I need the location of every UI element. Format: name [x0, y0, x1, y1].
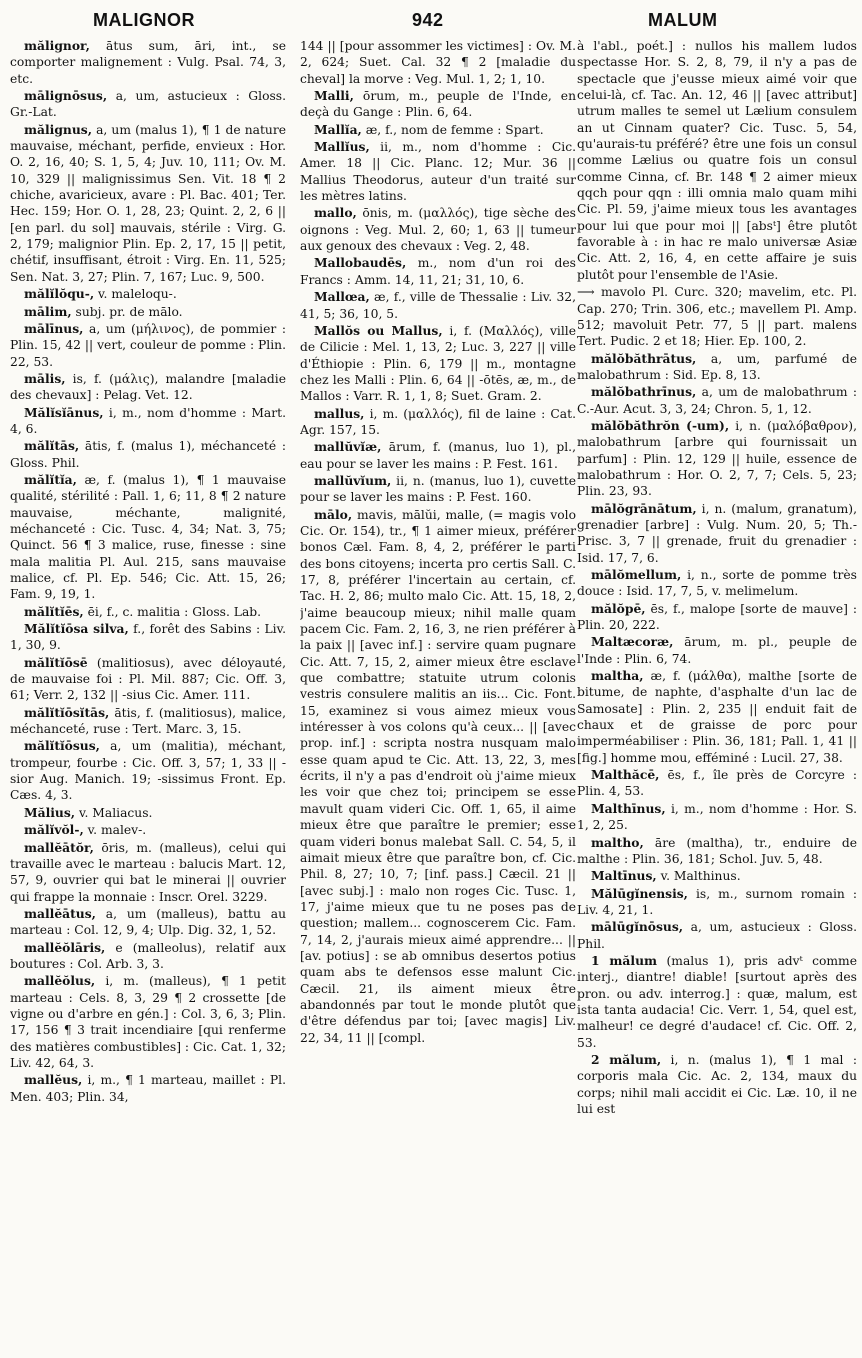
entry-headword: 1 mălum [591, 952, 658, 968]
column-right [577, 38, 857, 1354]
entry-headword: mălĭtĭōsĭtās, [24, 704, 110, 720]
running-header [0, 6, 862, 36]
entry-headword: mălŏpē, [591, 600, 646, 616]
entry-body: subj. pr. de mālo. [71, 304, 183, 319]
entry-headword: Maltīnus, [591, 868, 657, 884]
entry-body: a, um (malitia), méchant, trompeur, fourbe : Cic. Off. 3, 57; 1, 33 || -sior Aug. Manich. 19; -sissimus Front. Ep. Cæs. 4, 3. [10, 739, 286, 803]
dictionary-entry [10, 38, 286, 87]
dictionary-entry [10, 1072, 286, 1105]
dictionary-entry [300, 139, 576, 204]
header-right-guide-word: MALUM [648, 10, 718, 30]
entry-body: ātis, f. (malitiosus), malice, méchanceté, ruse : Tert. Marc. 3, 15. [10, 705, 286, 737]
dictionary-entry [300, 255, 576, 288]
entry-headword: Malli, [314, 88, 354, 104]
entry-headword: mălĭtās, [24, 438, 80, 454]
entry-body: ārum, f. (manus, luo 1), pl., eau pour se laver les mains : P. Fest. 161. [300, 440, 576, 471]
entry-body: æ, f. (μάλθα), malthe [sorte de bitume, de naphte, d'asphalte d'un lac de Samosate] : Plin. 2, 235 || enduit fait de chaux et de graisse de porc pour imperméabiliser : Plin. 36, 181; Pall. 1, 41 || [fig.] homme mou, efféminé : Lucil. 27, 38. [577, 669, 857, 765]
entry-body: a, um (malus 1), ¶ 1 de nature mauvaise, méchant, perfide, envieux : Hor. O. 2, 16, 40; S. 1, 5, 4; Juv. 10, 111; Ov. M. 10, 329 || malignissimus Sen. Vit. 18 ¶ 2 chiche, avaricieux, avare : Pl. Bac. 401; Ter. Hec. 159; Hor. O. 1, 28, 23; Quint. 2, 2, 6 || [en parl. du sol] mauvais, stérile : Virg. G. 2, 179; malignior Plin. Ep. 2, 17, 15 || petit, chétif, insuffisant, étroit : Virg. En. 11, 525; Sen. Nat. 3, 27; Plin. 7, 167; Luc. 9, 500. [10, 122, 286, 284]
dictionary-entry [10, 472, 286, 603]
dictionary-entry [10, 805, 286, 821]
entry-headword: Mallobaudēs, [314, 255, 407, 271]
dictionary-entry [577, 351, 857, 384]
entry-headword: mālo, [314, 506, 353, 522]
dictionary-entry [300, 205, 576, 254]
entry-headword: mālignōsus, [24, 88, 108, 104]
entry-body: v. Malthinus. [656, 869, 741, 884]
entry-body: æ, f., ville de Thessalie : Liv. 32, 41, 5; 36, 10, 5. [300, 290, 576, 321]
entry-body: æ, f. (malus 1), ¶ 1 mauvaise qualité, stérilité : Pall. 1, 6; 11, 8 ¶ 2 nature mauvaise, méchante, malignité, méchanceté : Cic. Tusc. 4, 34; Nat. 3, 75; Quinct. 56 ¶ 3 malice, ruse, finesse : sine mala malitia Pl. Aul. 215, sans mauvaise malice, cf. Pl. Ep. 546; Cic. Att. 15, 26; Fam. 9, 19, 1. [10, 472, 286, 602]
entry-body: (malitiosus), avec déloyauté, de mauvaise foi : Pl. Mil. 887; Cic. Off. 3, 61; Verr. 2, 132 || -sius Cic. Amer. 111. [10, 655, 286, 703]
entry-headword: mălignor, [24, 38, 90, 53]
page-number: 942 [412, 10, 444, 30]
entry-headword: Mălĭtĭōsa silva, [24, 621, 129, 637]
dictionary-entry [577, 801, 857, 834]
entry-body: i, n., sorte de pomme très douce : Isid. 17, 7, 5, v. melimelum. [577, 568, 857, 599]
entry-headword: maltha, [591, 668, 644, 684]
entry-body: ōnis, m. (μαλλός), tige sèche des oignons : Veg. Mul. 2, 60; 1, 63 || tumeur aux genoux des chevaux : Veg. 2, 48. [300, 206, 576, 254]
entry-body: ii, m., nom d'homme : Cic. Amer. 18 || Cic. Planc. 12; Mur. 36 || Mallius Theodorus, auteur d'un traité sur les mètres latins. [300, 140, 576, 204]
dictionary-entry [10, 438, 286, 471]
entry-headword: mălĭtĭōsus, [24, 738, 100, 754]
dictionary-entry [10, 738, 286, 803]
entry-headword: mallĕŏlus, [24, 973, 96, 989]
entry-body: i, n. (malum, granatum), grenadier [arbre] : Vulg. Num. 20, 5; Th.-Prisc. 3, 7 || grenade, fruit du grenadier : Isid. 17, 7, 6. [577, 501, 857, 565]
entry-headword: Mălĭsĭānus, [24, 404, 104, 420]
entry-headword: mālŏmellum, [591, 567, 682, 582]
entry-headword: mallĕus, [24, 1072, 83, 1088]
entry-headword: mălignus, [24, 121, 93, 137]
column-middle [300, 38, 576, 1354]
entry-body: is, f. (μάλις), malandre [maladie des chevaux] : Pelag. Vet. 12. [10, 371, 286, 403]
dictionary-entry [577, 601, 857, 634]
entry-body: à l'abl., poét.] : nullos his mallem ludos spectasse Hor. S. 2, 8, 79, il n'y a pas de spectacle que j'eusse mieux aimé voir que celui-là, cf. Tac. An. 12, 46 || [avec attribut] utrum malles te semel ut Lælium consulem an ut Cinnam quater? Cic. Tusc. 5, 54, qu'aurais-tu préféré? être une fois un consul comme Lælius ou quatre fois un consul comme Cinna, cf. Br. 148 ¶ 2 aimer mieux qqch pour qqn : illi omnia malo quam mihi Cic. Pl. 59, j'aime mieux tous les avantages pour lui que pour moi || [absᵗ] être plutôt favorable à : in hac re malo universæ Asiæ Cic. Att. 2, 16, 4, en cette affaire je suis plutôt pour l'ensemble de l'Asie. [577, 39, 857, 282]
dictionary-entry [10, 973, 286, 1071]
entry-headword: Mălūgĭnensis, [591, 885, 688, 901]
entry-headword: Malthăcē, [591, 767, 660, 783]
dictionary-entry [10, 604, 286, 620]
entry-body: ātis, f. (malus 1), méchanceté : Gloss. Phil. [10, 439, 286, 470]
dictionary-entry [577, 886, 857, 919]
column-left [10, 38, 286, 1354]
entry-headword: mălĭtĭēs, [24, 603, 84, 619]
entry-body: æ, f., nom de femme : Spart. [361, 122, 544, 137]
entry-headword: mālŏgrānātum, [591, 500, 697, 516]
entry-body: ātus sum, āri, int., se comporter malignement : Vulg. Psal. 74, 3, etc. [10, 39, 286, 86]
entry-headword: mălĭtĭa, [24, 471, 77, 487]
entry-body: v. maleloqu-. [94, 287, 177, 302]
entry-body: a, um, astucieux : Gloss. Phil. [577, 920, 857, 951]
dictionary-entry [577, 501, 857, 566]
dictionary-entry [300, 88, 576, 121]
dictionary-entry [577, 835, 857, 868]
dictionary-entry [577, 953, 857, 1051]
entry-body: mavis, mālŭi, malle, (= magis volo Cic. Or. 154), tr., ¶ 1 aimer mieux, préférer bonos Cæl. Fam. 8, 4, 2, préférer le parti des bons citoyens; incerta pro certis Sall. C. 17, 8, préférer l'incertain au certain, cf. Tac. H. 2, 86; multo malo Cic. Att. 15, 18, 2, j'aime beaucoup mieux; nihil malle quam pacem Cic. Fam. 2, 16, 3, ne rien préférer à la paix || [avec inf.] : servire quam pugnare Cic. Att. 7, 15, 2, aimer mieux être esclave que combattre; statuite utrum colonis vestris consulere malitis an iis... Cic. Font. 15, examinez si vous aimez mieux vous intéresser à vos colons qu'à ceux... || [avec prop. inf.] : scripta nostra nusquam malo esse quam apud te Cic. Att. 13, 22, 3, mes écrits, il n'y a pas d'endroit où j'aime mieux les voir que chez toi; principem se esse mavult quam videri Cic. Off. 1, 65, il aime mieux être que paraître le premier; esse quam videri bonus malebat Sall. C. 54, 5, il aimait mieux être que paraître bon, cf. Cic. Phil. 8, 27; 10, 7; [inf. pass.] Cæcil. 21 || [avec subj.] : malo non roges Cic. Tusc. 1, 17, j'aime mieux que tu ne poses pas de question; mallem... cognoscerem Cic. Fam. 7, 14, 2, j'aurais mieux aimé apprendre... || [av. potius] : se ab omnibus desertos potius quam abs te defensos esse malunt Cic. Cæcil. 21, ils aiment mieux être abandonnés par tout le monde plutôt que d'être défendus par toi; [avec magis] Liv. 22, 34, 11 || [compl. [300, 507, 576, 1045]
dictionary-entry [577, 668, 857, 766]
entry-body: ēi, f., c. malitia : Gloss. Lab. [83, 604, 262, 619]
dictionary-entry [10, 705, 286, 738]
dictionary-entry [577, 868, 857, 884]
entry-body: ēs, f., malope [sorte de mauve] : Plin. 20, 222. [577, 601, 857, 633]
entry-body: a, um (malleus), battu au marteau : Col. 12, 9, 4; Ulp. Dig. 32, 1, 52. [10, 906, 286, 938]
entry-body: ii, n. (manus, luo 1), cuvette pour se laver les mains : P. Fest. 160. [300, 473, 576, 505]
entry-headword: mallo, [314, 205, 357, 221]
entry-headword: mālis, [24, 370, 66, 386]
dictionary-entry [10, 321, 286, 370]
dictionary-entry [300, 473, 576, 506]
entry-body: f., forêt des Sabins : Liv. 1, 30, 9. [10, 622, 286, 653]
dictionary-entry [300, 323, 576, 405]
dictionary-entry [577, 634, 857, 667]
entry-body: i, m., nom d'homme : Hor. S. 1, 2, 25. [577, 801, 857, 833]
dictionary-entry [577, 384, 857, 417]
entry-headword: mălŏbathrīnus, [591, 384, 697, 400]
entry-headword: mālīnus, [24, 320, 84, 336]
dictionary-entry [300, 38, 576, 87]
entry-body: i, f. (Μαλλός), ville de Cilicie : Mel. 1, 13, 2; Luc. 3, 227 || ville d'Éthiopie : Plin. 6, 179 || m., montagne chez les Malli : Plin. 6, 64 || -ōtēs, æ, m., de Mallos : Varr. R. 1, 1, 8; Suet. Gram. 2. [300, 323, 576, 404]
entry-headword: Maltæcoræ, [591, 634, 674, 650]
entry-headword: mallĕātus, [24, 905, 96, 921]
entry-body: 144 || [pour assommer les victimes] : Ov. M. 2, 624; Suet. Cal. 32 ¶ 2 [maladie du cheval] la morve : Veg. Mul. 1, 2; 1, 10. [300, 39, 576, 86]
dictionary-entry [577, 919, 857, 952]
entry-headword: mallĕŏlāris, [24, 939, 106, 955]
entry-headword: mālim, [24, 303, 72, 319]
dictionary-entry [10, 122, 286, 285]
dictionary-entry [577, 418, 857, 500]
entry-body: i, n. (malus 1), ¶ 1 mal : corporis mala Cic. Ac. 2, 134, maux du corps; nihil mali accidit ei Cic. Læ. 10, il ne lui est [577, 1052, 857, 1116]
entry-body: ēs, f., île près de Corcyre : Plin. 4, 53. [577, 768, 857, 799]
dictionary-entry [577, 38, 857, 283]
dictionary-entry [300, 122, 576, 138]
entry-body: i, m. (malleus), ¶ 1 petit marteau : Cels. 8, 3, 29 ¶ 2 crossette [de vigne ou d'arbre en gén.] : Col. 3, 6, 3; Plin. 17, 156 ¶ 3 trait incendiaire [qui renferme des matières combustibles] : Cic. Cat. 1, 32; Liv. 42, 64, 3. [10, 974, 286, 1070]
entry-body: a, um (μήλινος), de pommier : Plin. 15, 42 || vert, couleur de pomme : Plin. 22, 53. [10, 321, 286, 369]
entry-headword: Mallŏs ou Mallus, [314, 322, 443, 338]
entry-headword: mallus, [314, 405, 365, 421]
entry-headword: mălĭvŏl-, [24, 822, 84, 838]
entry-headword: mallŭvĭum, [314, 472, 392, 488]
entry-body: ⟶ mavolo Pl. Curc. 320; mavelim, etc. Pl. Cap. 270; Trin. 306, etc.; mavellem Pl. Amp. 512; mavoluit Petr. 77, 5 || part. malens Tert. Pudic. 2 et 18; Hier. Ep. 100, 2. [577, 285, 857, 349]
entry-headword: Mallĭa, [314, 121, 362, 137]
dictionary-entry [10, 371, 286, 404]
entry-headword: mālūgĭnōsus, [591, 919, 684, 935]
dictionary-entry [300, 289, 576, 322]
entry-body: v. malev-. [83, 823, 147, 838]
entry-body: i, m., ¶ 1 marteau, maillet : Pl. Men. 403; Plin. 34, [10, 1073, 286, 1104]
entry-body: ōrum, m., peuple de l'Inde, en deçà du Gange : Plin. 6, 64. [300, 89, 576, 120]
dictionary-entry [10, 304, 286, 320]
entry-headword: mălŏbăthrŏn (-um), [591, 417, 730, 433]
entry-body: m., nom d'un roi des Francs : Amm. 14, 11, 21; 31, 10, 6. [300, 256, 576, 287]
entry-headword: mălŏbăthrātus, [591, 350, 697, 366]
entry-headword: mallŭvĭæ, [314, 439, 382, 455]
dictionary-entry [577, 767, 857, 800]
dictionary-entry [10, 88, 286, 121]
entry-headword: 2 mălum, [591, 1051, 662, 1067]
entry-body: is, m., surnom romain : Liv. 4, 21, 1. [577, 886, 857, 917]
entry-body: a, um, astucieux : Gloss. Gr.-Lat. [10, 89, 286, 120]
entry-body: e (malleolus), relatif aux boutures : Col. Arb. 3, 3. [10, 940, 286, 971]
dictionary-entry [10, 940, 286, 973]
dictionary-entry [300, 439, 576, 472]
dictionary-entry [10, 621, 286, 654]
entry-body: i, n. (μαλόβαθρον), malobathrum [arbre qui fournissait un parfum] : Plin. 12, 129 || huile, essence de malobathrum : Hor. O. 2, 7, 7; Cels. 5, 23; Plin. 23, 93. [577, 418, 857, 499]
entry-body: (malus 1), pris advᵗ comme interj., diantre! diable! [surtout après des pron. ou adv. interrog.] : quæ, malum, est ista tanta audacia! Cic. Verr. 1, 54, quel est, malheur! ce degré d'audace! cf. Cic. Off. 2, 53. [577, 953, 857, 1050]
entry-headword: maltho, [591, 834, 644, 850]
entry-body: ōris, m. (malleus), celui qui travaille avec le marteau : balucis Mart. 12, 57, 9, ouvrier qui bat le minerai || ouvrier qui frappe la monnaie : Inscr. Orel. 3229. [10, 840, 286, 904]
dictionary-entry [577, 1052, 857, 1117]
entry-body: v. Maliacus. [75, 805, 153, 820]
entry-headword: mălĭtĭōsē [24, 654, 88, 670]
dictionary-entry [10, 655, 286, 704]
entry-headword: Mălius, [24, 804, 76, 820]
dictionary-entry [577, 567, 857, 600]
entry-body: i, m. (μαλλός), fil de laine : Cat. Agr. 157, 15. [300, 406, 576, 437]
dictionary-entry [10, 405, 286, 438]
dictionary-entry [300, 507, 576, 1046]
entry-headword: Mallœa, [314, 289, 370, 305]
entry-body: a, um de malobathrum : C.-Aur. Acut. 3, 3, 24; Chron. 5, 1, 12. [577, 385, 857, 416]
entry-body: ārum, m. pl., peuple de l'Inde : Plin. 6, 74. [577, 635, 857, 666]
dictionary-entry [577, 284, 857, 349]
dictionary-entry [10, 840, 286, 905]
entry-headword: mălĭlŏqu-, [24, 286, 95, 302]
dictionary-entry [10, 822, 286, 838]
entry-headword: Mallĭus, [314, 139, 370, 155]
entry-body: a, um, parfumé de malobathrum : Sid. Ep. 8, 13. [577, 351, 857, 382]
entry-body: i, m., nom d'homme : Mart. 4, 6. [10, 405, 286, 436]
dictionary-entry [10, 906, 286, 939]
entry-body: āre (maltha), tr., enduire de malthe : Plin. 36, 181; Schol. Juv. 5, 48. [577, 835, 857, 866]
entry-headword: mallĕātŏr, [24, 839, 94, 855]
dictionary-entry [300, 406, 576, 439]
entry-headword: Malthīnus, [591, 800, 666, 816]
header-left-guide-word: MALIGNOR [93, 10, 195, 30]
dictionary-entry [10, 286, 286, 302]
